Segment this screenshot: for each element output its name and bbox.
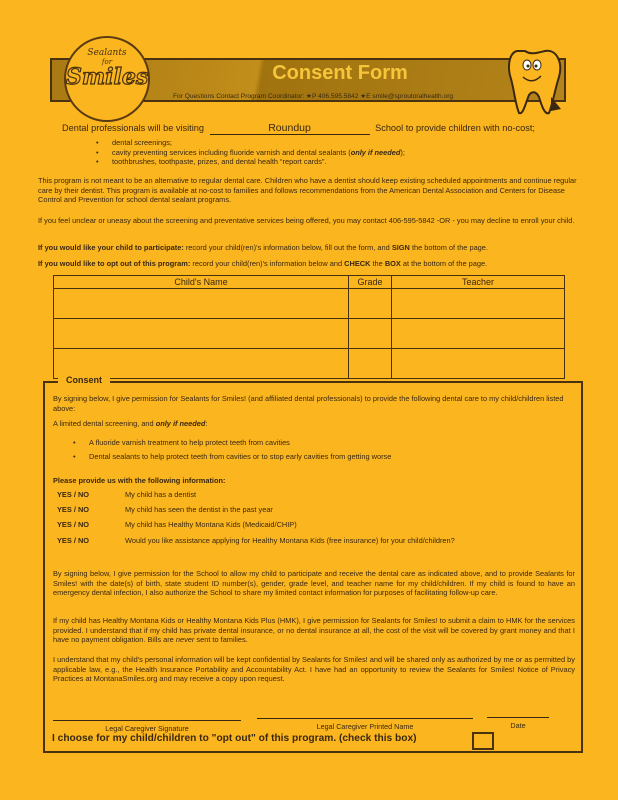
consent-paragraph-5: I understand that my child's personal information will be kept confidential by Sealants for Smiles! and will be shared only as authorized by me or as permitted by applicable law, e.g., the Health Insurance Portability and Accountability Act. I have had an opportunity to review the Sealants for Smiles! Notice of Privacy Practices at MontanaSmiles.org and may receive a copy upon request.	[53, 655, 575, 684]
participate-instructions	[38, 243, 488, 253]
optout-checkbox[interactable]	[472, 732, 494, 750]
printed-name-field[interactable]: Legal Caregiver Printed Name	[257, 718, 473, 731]
text: record your child(ren)'s information below and	[190, 259, 345, 268]
tooth-mascot-icon	[505, 45, 563, 117]
yes-no-choice[interactable]: YES / NO	[57, 505, 90, 514]
optout-instructions	[38, 259, 487, 269]
visit-suffix: School to provide children with no-cost;	[375, 123, 535, 133]
optout-label: I choose for my child/children to "opt out" of this program. (check this box)	[52, 733, 417, 744]
yes-no-choice[interactable]: YES / NO	[57, 490, 90, 499]
consent-paragraph-3: By signing below, I give permission for the School to allow my child to participate and receive the dental care as indicated above, and to provide Sealants for Smiles! with the date(s) of birth, state student ID number(s), gender, grade level, and teacher name for my child/children. If my child is found to have an emergency dental infection, I also authorize the School to share my limited contact information for purposes of facilitating follow-up care.	[53, 569, 575, 598]
text: If you would like your child to participate:	[38, 243, 184, 252]
list-item: • dental screenings;	[96, 138, 405, 148]
list-item: • A fluoride varnish treatment to help protect teeth from cavities	[73, 436, 391, 450]
logo-text-smiles: Smiles	[66, 64, 149, 90]
services-list	[96, 138, 405, 167]
list-item	[96, 148, 405, 158]
child-name-cell[interactable]	[54, 349, 349, 379]
question-text: Would you like assistance applying for Healthy Montana Kids (free insurance) for your child/children?	[125, 536, 455, 545]
signature-field[interactable]: Legal Caregiver Signature	[53, 720, 241, 733]
child-name-cell[interactable]	[54, 319, 349, 349]
school-name-field[interactable]: Roundup	[210, 122, 370, 135]
question-text: My child has seen the dentist in the past year	[125, 505, 273, 514]
contact-info: For Questions Contact Program Coordinator: ★P 406.595.5842 ★E smile@sproutoralhealth.org	[173, 93, 454, 100]
emphasis: never	[175, 635, 195, 645]
text: :	[205, 419, 208, 428]
logo-text-sealants: Sealants	[87, 48, 127, 58]
consent-paragraph-4	[53, 616, 575, 645]
children-table	[53, 275, 565, 379]
visit-statement	[62, 122, 535, 135]
text: at the bottom of the page.	[400, 259, 488, 268]
date-field[interactable]: Date	[487, 717, 549, 730]
grade-cell[interactable]	[349, 319, 392, 349]
teacher-cell[interactable]	[392, 349, 565, 379]
care-list	[73, 436, 391, 464]
teacher-cell[interactable]	[392, 319, 565, 349]
header-grade: Grade	[349, 276, 392, 289]
sealants-for-smiles-logo	[64, 36, 150, 122]
consent-paragraph-2	[53, 419, 207, 429]
text: the	[370, 259, 385, 268]
logo-text-for: for	[101, 58, 113, 66]
yes-no-choice[interactable]: YES / NO	[57, 536, 90, 545]
program-paragraph: This program is not meant to be an alternative to regular dental care. Children who have a dentist should keep existing scheduled appointments and continue regular care by their dentist. This program is available at no-cost to families and follows recommendations from the American Dental Association and Centers for Disease Control and Prevention for school dental sealant programs.	[38, 176, 577, 205]
list-item: • Dental sealants to help protect teeth from cavities or to stop early cavities from getting worse	[73, 450, 391, 464]
child-name-cell[interactable]	[54, 289, 349, 319]
text: cavity preventing services including fluoride varnish and dental sealants (	[112, 147, 351, 157]
text: );	[400, 147, 405, 157]
text: If you would like to opt out of this program:	[38, 259, 191, 268]
visit-prefix: Dental professionals will be visiting	[62, 123, 204, 133]
yes-no-choice[interactable]: YES / NO	[57, 520, 90, 529]
text: sent to families.	[194, 635, 248, 645]
question-text: My child has a dentist	[125, 490, 197, 499]
grade-cell[interactable]	[349, 349, 392, 379]
table-header	[54, 276, 565, 289]
text: record your child(ren)'s information below, fill out the form, and	[183, 243, 392, 252]
info-heading: Please provide us with the following information:	[53, 476, 226, 485]
teacher-cell[interactable]	[392, 289, 565, 319]
questions-list	[57, 490, 577, 554]
consent-section	[43, 381, 583, 753]
form-title: Consent Form	[272, 62, 408, 84]
consent-legend: Consent	[58, 375, 110, 385]
text: If my child has Healthy Montana Kids or Healthy Montana Kids Plus (HMK), I give permission for Sealants for Smiles! to submit a claim to HMK for the services provided. I understand that if my child has private dental insurance, or no dental insurance at all, the cost of the visit will be covered by grant money and that I have no payment obligation. Bills are	[53, 616, 575, 645]
table-row	[54, 319, 565, 349]
text: BOX	[384, 259, 401, 268]
contact-paragraph: If you feel unclear or uneasy about the screening and preventative services being offered, you may contact 406-595-5842 -OR - you may decline to enroll your child.	[38, 216, 575, 225]
question-text: My child has Healthy Montana Kids (Medicaid/CHIP)	[125, 520, 297, 529]
consent-paragraph-1: By signing below, I give permission for Sealants for Smiles! (and affiliated dental professionals) to provide the following dental care to my child/children listed above:	[53, 394, 564, 413]
text: SIGN	[391, 243, 410, 252]
grade-cell[interactable]	[349, 289, 392, 319]
table-row	[54, 289, 565, 319]
table-row	[54, 349, 565, 379]
header-teacher: Teacher	[392, 276, 565, 289]
text: CHECK	[344, 259, 371, 268]
header-childs-name: Child's Name	[54, 276, 349, 289]
list-item: • toothbrushes, toothpaste, prizes, and dental health “report cards”.	[96, 157, 405, 167]
emphasis: only if needed	[155, 419, 206, 428]
text: A limited dental screening, and	[53, 419, 156, 428]
emphasis: only if needed	[350, 147, 401, 157]
text: the bottom of the page.	[409, 243, 488, 252]
